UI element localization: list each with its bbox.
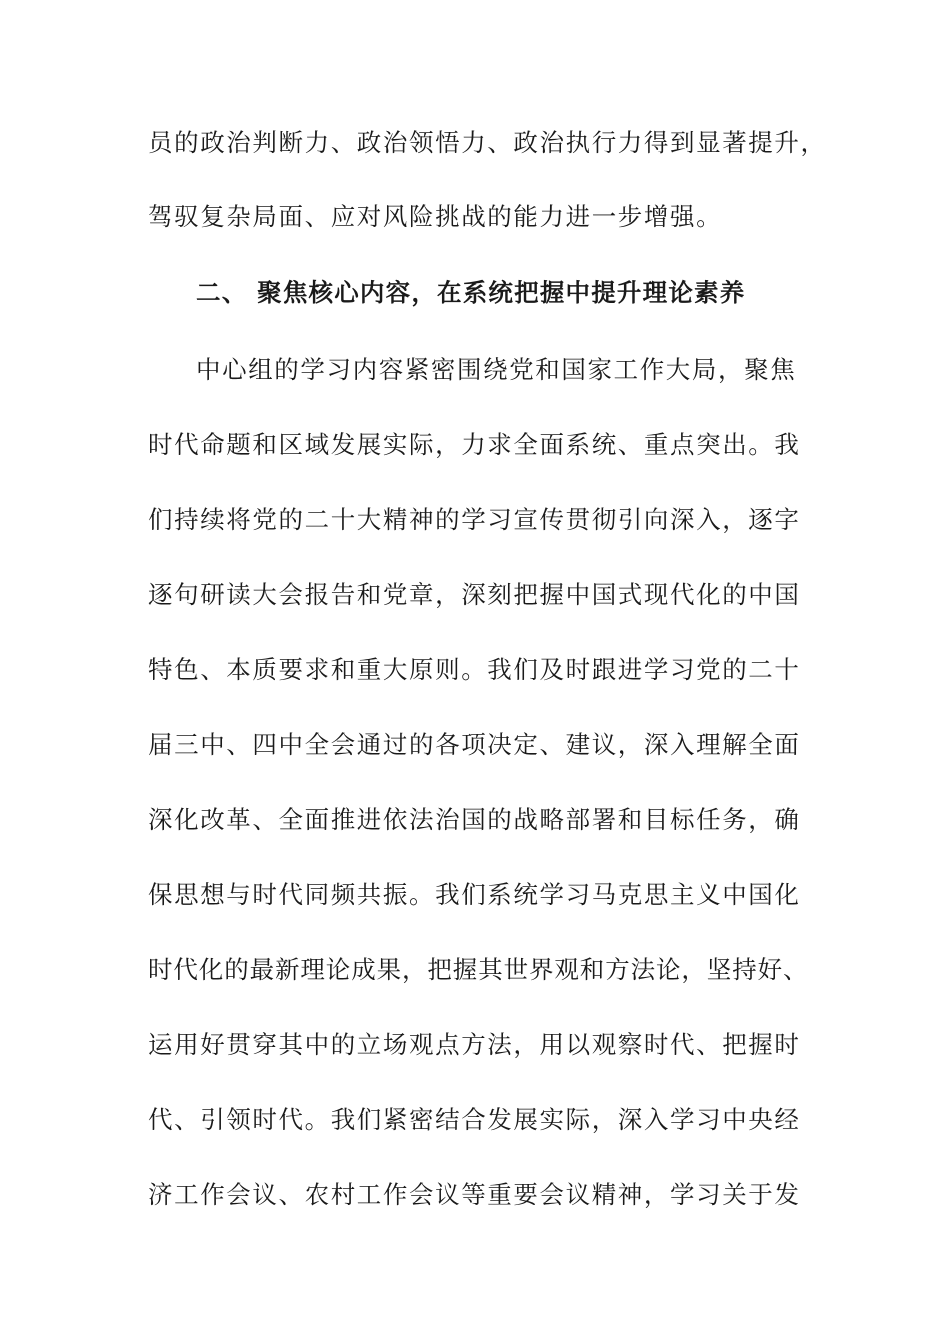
paragraph-line-4: 逐句研读大会报告和党章，深刻把握中国式现代化的中国 <box>148 580 801 609</box>
paragraph-line-10: 运用好贯穿其中的立场观点方法，用以观察时代、把握时 <box>148 1030 801 1059</box>
paragraph-line-3: 们持续将党的二十大精神的学习宣传贯彻引向深入，逐字 <box>148 505 801 534</box>
paragraph-line-1: 中心组的学习内容紧密围绕党和国家工作大局，聚焦 <box>196 355 797 384</box>
text-line-1: 员的政治判断力、政治领悟力、政治执行力得到显著提升， <box>148 128 827 157</box>
paragraph-line-2: 时代命题和区域发展实际，力求全面系统、重点突出。我 <box>148 430 801 459</box>
text-line-2: 驾驭复杂局面、应对风险挑战的能力进一步增强。 <box>148 202 723 231</box>
paragraph-line-7: 深化改革、全面推进依法治国的战略部署和目标任务，确 <box>148 805 801 834</box>
paragraph-line-6: 届三中、四中全会通过的各项决定、建议，深入理解全面 <box>148 730 801 759</box>
paragraph-line-8: 保思想与时代同频共振。我们系统学习马克思主义中国化 <box>148 880 801 909</box>
paragraph-line-5: 特色、本质要求和重大原则。我们及时跟进学习党的二十 <box>148 655 801 684</box>
section-heading: 二、 聚焦核心内容，在系统把握中提升理论素养 <box>196 278 746 307</box>
paragraph-line-9: 时代化的最新理论成果，把握其世界观和方法论，坚持好、 <box>148 955 809 984</box>
paragraph-line-11: 代、引领时代。我们紧密结合发展实际，深入学习中央经 <box>148 1105 801 1134</box>
paragraph-line-12: 济工作会议、农村工作会议等重要会议精神，学习关于发 <box>148 1180 801 1209</box>
